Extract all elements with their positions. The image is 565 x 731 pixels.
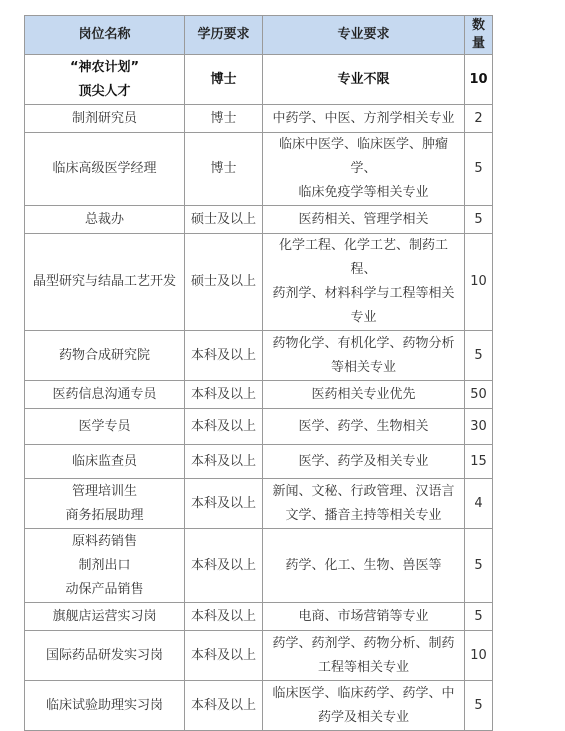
table-row xyxy=(25,133,493,206)
major-cell-line: 专业不限 xyxy=(337,71,390,87)
position-cell-line: “神农计划” xyxy=(69,59,140,75)
position-cell-line: 医学专员 xyxy=(78,418,131,434)
table-row xyxy=(25,529,493,603)
position-cell xyxy=(25,105,185,133)
table-row xyxy=(25,55,493,105)
major-cell-line: 中药学、中医、方剂学相关专业 xyxy=(272,110,455,126)
major-cell-line: 临床中医学、临床医学、肿瘤学、 xyxy=(278,137,448,176)
major-cell xyxy=(263,105,465,133)
major-cell-line: 等相关专业 xyxy=(330,359,396,375)
position-cell xyxy=(25,133,185,206)
education-cell: 本科及以上 xyxy=(185,529,263,603)
count-cell: 5 xyxy=(465,529,493,603)
major-cell-line: 医药相关、管理学相关 xyxy=(298,211,429,227)
major-cell-line: 药物化学、有机化学、药物分析 xyxy=(272,335,455,351)
education-cell: 本科及以上 xyxy=(185,681,263,731)
major-cell xyxy=(263,603,465,631)
position-cell xyxy=(25,331,185,381)
position-cell xyxy=(25,479,185,529)
major-cell xyxy=(263,529,465,603)
table-body xyxy=(25,55,493,731)
count-cell: 10 xyxy=(465,631,493,681)
position-cell xyxy=(25,603,185,631)
table-row xyxy=(25,381,493,409)
position-cell-line: 临床高级医学经理 xyxy=(52,161,157,176)
major-cell xyxy=(263,631,465,681)
major-cell-line: 医药相关专业优先 xyxy=(311,386,416,402)
header-education: 学历要求 xyxy=(185,16,263,55)
position-cell-line: 旗舰店运营实习岗 xyxy=(52,608,157,624)
major-cell xyxy=(263,133,465,206)
major-cell xyxy=(263,331,465,381)
count-cell: 5 xyxy=(465,331,493,381)
position-cell xyxy=(25,529,185,603)
position-cell xyxy=(25,381,185,409)
position-cell-line: 商务拓展助理 xyxy=(65,507,144,523)
major-cell-line: 文学、播音主持等相关专业 xyxy=(285,507,442,523)
position-cell-line: 管理培训生 xyxy=(71,483,137,499)
count-cell: 5 xyxy=(465,206,493,234)
position-cell xyxy=(25,681,185,731)
header-position: 岗位名称 xyxy=(25,16,185,55)
position-cell-line: 晶型研究与结晶工艺开发 xyxy=(32,274,176,289)
major-cell xyxy=(263,479,465,529)
table-row xyxy=(25,479,493,529)
education-cell: 本科及以上 xyxy=(185,381,263,409)
position-cell xyxy=(25,206,185,234)
education-cell: 硕士及以上 xyxy=(185,206,263,234)
position-cell xyxy=(25,55,185,105)
major-cell xyxy=(263,206,465,234)
table-row xyxy=(25,206,493,234)
count-cell: 10 xyxy=(465,234,493,331)
major-cell-line: 工程等相关专业 xyxy=(317,659,409,675)
table-row xyxy=(25,603,493,631)
count-cell: 5 xyxy=(465,603,493,631)
position-cell-line: 制剂出口 xyxy=(78,557,131,573)
count-cell: 5 xyxy=(465,133,493,206)
education-cell: 博士 xyxy=(185,105,263,133)
education-cell: 本科及以上 xyxy=(185,631,263,681)
position-cell-line: 临床监查员 xyxy=(71,453,137,469)
major-cell-line: 药学及相关专业 xyxy=(317,709,409,725)
education-cell: 本科及以上 xyxy=(185,409,263,445)
education-cell: 本科及以上 xyxy=(185,331,263,381)
major-cell-line: 专业 xyxy=(350,310,377,325)
table-row xyxy=(25,409,493,445)
position-cell xyxy=(25,445,185,479)
count-cell: 4 xyxy=(465,479,493,529)
education-cell: 本科及以上 xyxy=(185,445,263,479)
table-row xyxy=(25,445,493,479)
count-cell: 30 xyxy=(465,409,493,445)
position-cell-line: 动保产品销售 xyxy=(65,581,144,597)
major-cell-line: 电商、市场营销等专业 xyxy=(298,608,429,624)
position-cell xyxy=(25,631,185,681)
education-cell: 本科及以上 xyxy=(185,479,263,529)
position-cell xyxy=(25,234,185,331)
major-cell-line: 药剂学、材料科学与工程等相关 xyxy=(272,286,455,301)
position-cell-line: 制剂研究员 xyxy=(71,110,137,126)
major-cell-line: 临床免疫学等相关专业 xyxy=(298,185,429,200)
position-cell-line: 药物合成研究院 xyxy=(58,347,150,363)
header-major: 专业要求 xyxy=(263,16,465,55)
table-row xyxy=(25,681,493,731)
major-cell-line: 医学、药学及相关专业 xyxy=(298,453,429,469)
education-cell: 博士 xyxy=(185,133,263,206)
table-row xyxy=(25,631,493,681)
count-cell: 50 xyxy=(465,381,493,409)
header-count: 数量 xyxy=(465,16,493,55)
recruitment-table xyxy=(24,15,493,731)
table-row xyxy=(25,331,493,381)
major-cell-line: 药学、药剂学、药物分析、制药 xyxy=(272,635,455,651)
position-cell-line: 医药信息沟通专员 xyxy=(52,386,157,402)
education-cell: 硕士及以上 xyxy=(185,234,263,331)
table-row xyxy=(25,105,493,133)
count-cell: 10 xyxy=(465,55,493,105)
major-cell xyxy=(263,681,465,731)
position-cell-line: 临床试验助理实习岗 xyxy=(45,697,163,713)
major-cell xyxy=(263,409,465,445)
major-cell-line: 化学工程、化学工艺、制药工程、 xyxy=(278,238,448,277)
count-cell: 5 xyxy=(465,681,493,731)
count-cell: 15 xyxy=(465,445,493,479)
major-cell xyxy=(263,234,465,331)
position-cell-line: 国际药品研发实习岗 xyxy=(45,647,163,663)
table-row xyxy=(25,234,493,331)
position-cell xyxy=(25,409,185,445)
header-row xyxy=(25,16,493,55)
position-cell-line: 原料药销售 xyxy=(71,533,137,549)
major-cell xyxy=(263,445,465,479)
major-cell-line: 药学、化工、生物、兽医等 xyxy=(285,557,442,573)
count-cell: 2 xyxy=(465,105,493,133)
major-cell xyxy=(263,381,465,409)
position-cell-line: 总裁办 xyxy=(84,211,124,227)
major-cell xyxy=(263,55,465,105)
major-cell-line: 医学、药学、生物相关 xyxy=(298,418,429,434)
position-cell-line: 顶尖人才 xyxy=(78,83,131,99)
education-cell: 博士 xyxy=(185,55,263,105)
major-cell-line: 新闻、文秘、行政管理、汉语言 xyxy=(272,483,455,499)
major-cell-line: 临床医学、临床药学、药学、中 xyxy=(272,685,455,701)
recruitment-table-container xyxy=(24,15,493,731)
education-cell: 本科及以上 xyxy=(185,603,263,631)
table-header xyxy=(25,16,493,55)
